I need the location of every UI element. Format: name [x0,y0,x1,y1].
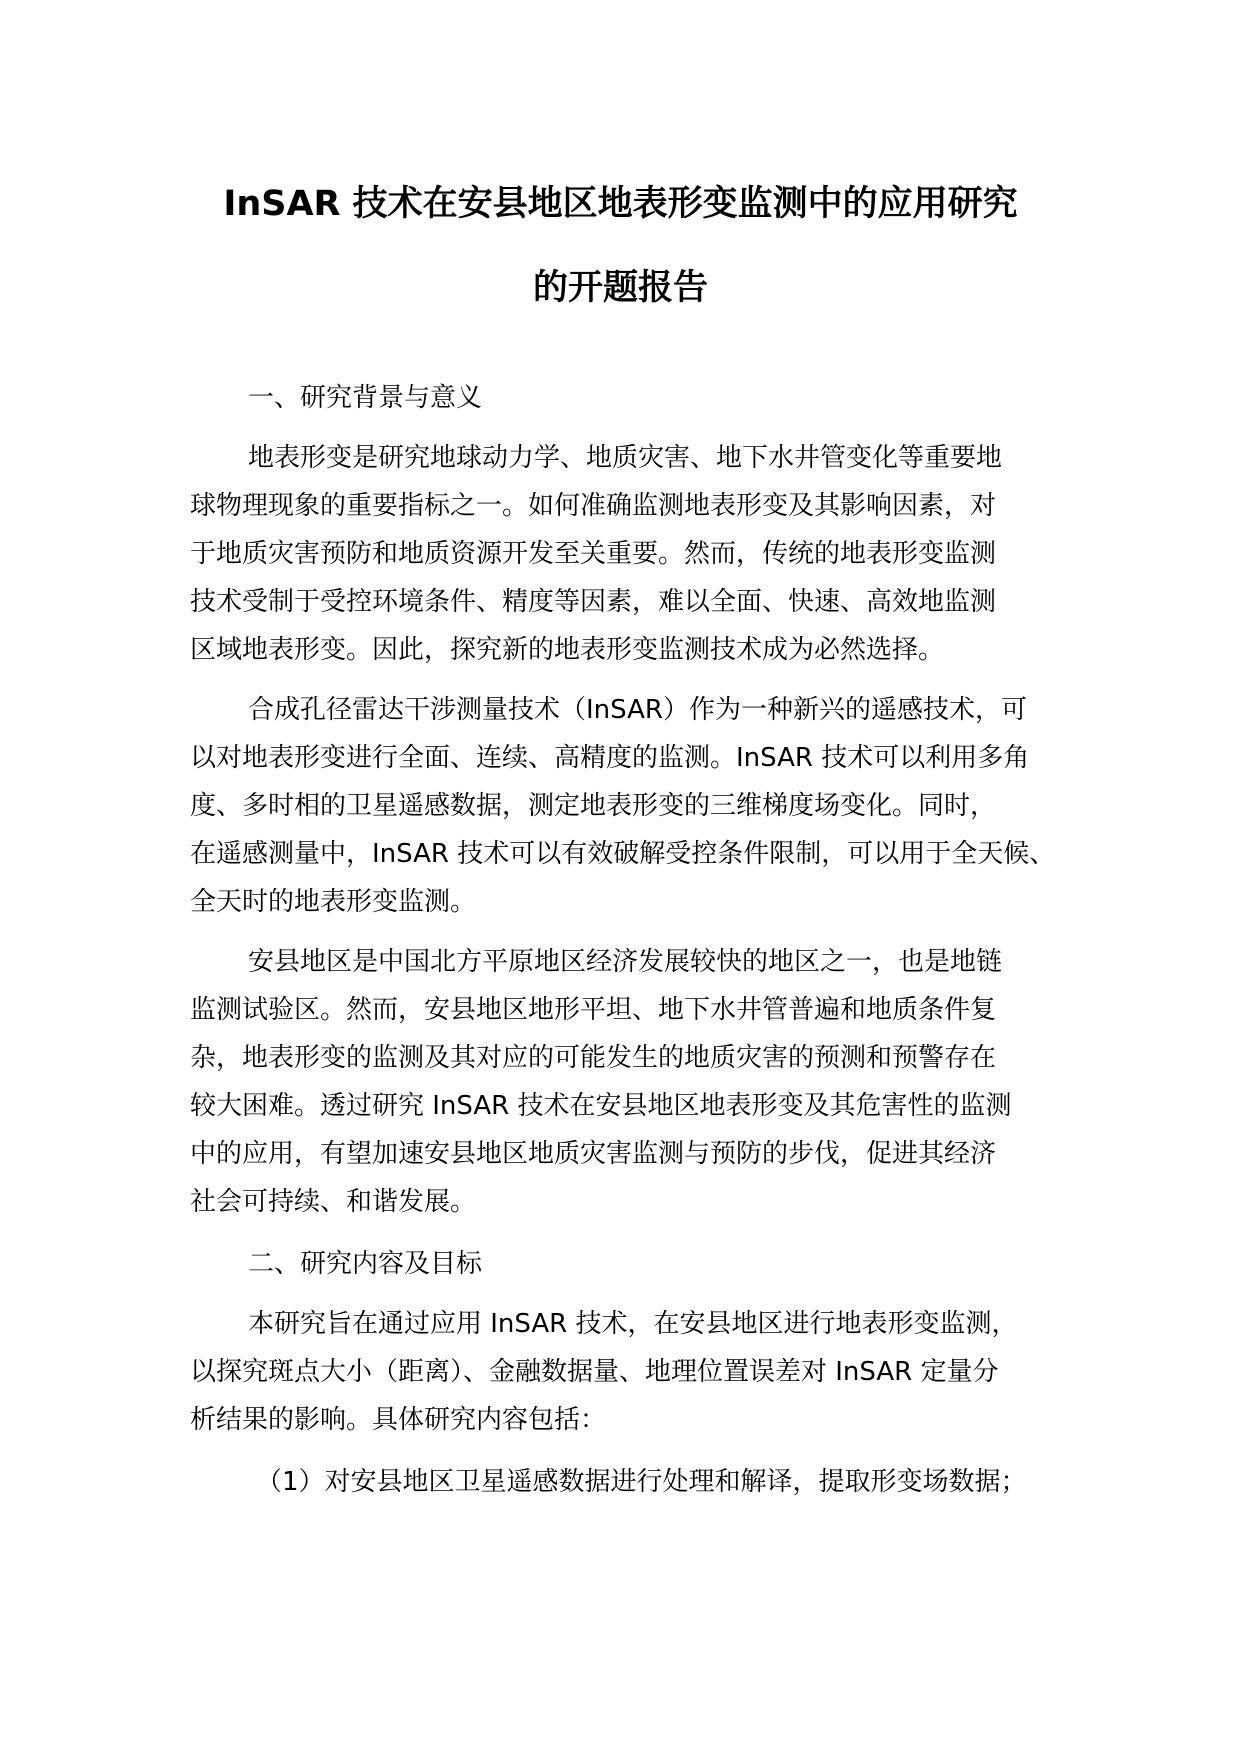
paragraph-3-line: 杂，地表形变的监测及其对应的可能发生的地质灾害的预测和预警存在 [190,1043,997,1073]
document-title-line-1: InSAR 技术在安县地区地表形变监测中的应用研究 [223,184,1018,224]
paragraph-3-line: 社会可持续、和谐发展。 [190,1187,477,1217]
paragraph-2-line: 以对地表形变进行全面、连续、高精度的监测。InSAR 技术可以利用多角 [190,743,1030,773]
paragraph-4-line: 析结果的影响。具体研究内容包括： [190,1405,607,1435]
document-title-line-2: 的开题报告 [532,268,708,308]
section-heading-content: 二、研究内容及目标 [248,1249,483,1279]
paragraph-1-line: 区域地表形变。因此，探究新的地表形变监测技术成为必然选择。 [190,635,945,665]
section-heading-background: 一、研究背景与意义 [248,383,483,413]
paragraph-2-line: 在遥感测量中，InSAR 技术可以有效破解受控条件限制，可以用于全天候、 [190,839,1056,869]
paragraph-2-line: 合成孔径雷达干涉测量技术（InSAR）作为一种新兴的遥感技术，可 [248,695,1027,725]
paragraph-3-line: 中的应用，有望加速安县地区地质灾害监测与预防的步伐，促进其经济 [190,1139,997,1169]
paragraph-2-line: 全天时的地表形变监测。 [190,887,477,917]
paragraph-1-line: 地表形变是研究地球动力学、地质灾害、地下水井管变化等重要地 [248,443,1003,473]
paragraph-2-line: 度、多时相的卫星遥感数据，测定地表形变的三维梯度场变化。同时， [190,791,997,821]
paragraph-3-line: 监测试验区。然而，安县地区地形平坦、地下水井管普遍和地质条件复 [190,995,997,1025]
paragraph-3-line: 较大困难。透过研究 InSAR 技术在安县地区地表形变及其危害性的监测 [190,1091,1012,1121]
paragraph-4-line: 本研究旨在通过应用 InSAR 技术，在安县地区进行地表形变监测， [248,1309,1018,1339]
paragraph-4-line: 以探究斑点大小（距离）、金融数据量、地理位置误差对 InSAR 定量分 [190,1357,999,1387]
paragraph-1-line: 技术受制于受控环境条件、精度等因素，难以全面、快速、高效地监测 [190,587,997,617]
list-item-1: （1）对安县地区卫星遥感数据进行处理和解译，提取形变场数据； [256,1467,1027,1497]
paragraph-1-line: 球物理现象的重要指标之一。如何准确监测地表形变及其影响因素，对 [190,491,997,521]
paragraph-3-line: 安县地区是中国北方平原地区经济发展较快的地区之一，也是地链 [248,947,1003,977]
paragraph-1-line: 于地质灾害预防和地质资源开发至关重要。然而，传统的地表形变监测 [190,539,997,569]
